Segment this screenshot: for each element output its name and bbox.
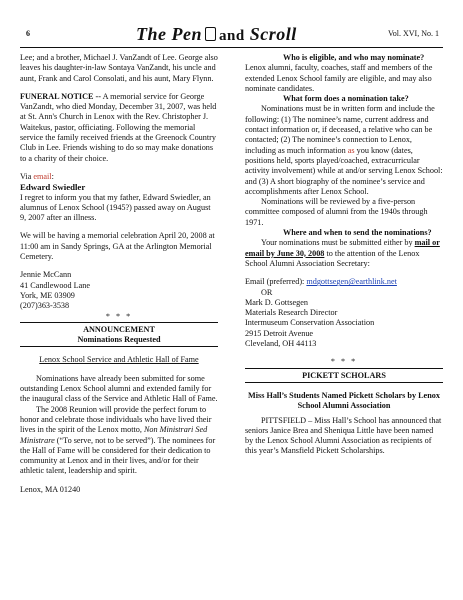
or-separator: OR <box>261 287 273 297</box>
pickett-article-title: Miss Hall’s Students Named Pickett Scholars by Lenox School Alumni Association <box>248 390 440 411</box>
committee-text: Nominations will be reviewed by a five-person committee composed of alumni from the 1940s through 1971. <box>245 197 428 227</box>
title-part-1: The Pen <box>136 24 202 44</box>
announcement-heading <box>20 322 218 348</box>
via-email-word: email <box>33 171 52 181</box>
funeral-notice-label: FUNERAL NOTICE -- <box>20 91 101 101</box>
eligibility-answer: Lenox alumni, faculty, coaches, staff and members of the extended Lenox School family are eligible, and may also nominate candidates. <box>245 63 433 93</box>
title-part-2: Scroll <box>249 24 297 44</box>
address-name: Jennie McCann <box>20 270 72 280</box>
via-prefix: Via <box>20 171 34 181</box>
via-suffix: : <box>51 171 54 181</box>
contact-name: Mark D. Gottsegen <box>245 297 308 307</box>
eligibility-paragraph <box>245 53 443 94</box>
swiedler-text: I regret to inform you that my father, Edward Swiedler, an alumnus of Lenox School (1945?) passed away on August 9, 2007 after an illness. <box>20 192 211 223</box>
address-street: 41 Candlewood Lane <box>20 280 91 290</box>
funeral-notice-text: A memorial service for George VanZandt, who died Monday, December 31, 2007, was held at St. Ann's Church in Lenox with the Rev. Christopher J. Waitekus, pastor, officiating. Following the memorial service the family received friends at the Greenock Country Club in Lee. Friends wishing to do so may make donations to a charity of their choice. <box>20 91 217 163</box>
contact-street: 2915 Detroit Avenue <box>245 328 314 338</box>
email-link[interactable]: mdgottsegen@earthlink.net <box>306 277 397 287</box>
email-line <box>245 277 443 287</box>
newsletter-title <box>136 24 297 45</box>
right-column <box>245 53 443 457</box>
volume-issue: Vol. XVI, No. 1 <box>388 29 439 38</box>
announcement-title: ANNOUNCEMENT <box>83 324 155 334</box>
contact-title: Materials Research Director <box>245 308 338 318</box>
page-number: 6 <box>26 29 30 38</box>
announcement-subtitle: Nominations Requested <box>77 335 161 345</box>
address-city: York, ME 03909 <box>20 290 75 300</box>
section-divider-stars-right: * * * <box>330 357 358 367</box>
form-question: What form does a nomination take? <box>283 94 409 104</box>
via-email-line <box>20 172 218 182</box>
where-when-question: Where and when to send the nominations? <box>283 228 432 238</box>
email-label: Email (preferred): <box>245 277 307 287</box>
section-divider-stars: * * * <box>105 311 133 321</box>
funeral-notice <box>20 92 218 164</box>
crest-icon <box>205 27 216 41</box>
nominations-p2-start: The 2008 Reunion will provide the perfect forum to honor and celebrate those individuals who have lived their lives in the spirit of the Lenox motto, <box>20 404 212 435</box>
form-answer-as: as <box>347 145 355 155</box>
nominations-paragraph-2 <box>20 405 218 477</box>
where-when-answer <box>245 238 443 269</box>
where-when-start: Your nominations must be submitted either by <box>261 238 415 248</box>
hall-of-fame-subhead: Lenox School Service and Athletic Hall of Fame <box>39 355 199 365</box>
address-phone: (207)363-3538 <box>20 301 70 311</box>
pickett-scholars-heading: PICKETT SCHOLARS <box>245 368 443 383</box>
nominations-paragraph-1: Nominations have already been submitted for some outstanding Lenox School alumni and extended family for the inaugural class of the Service and Athletic Hall of Fame. <box>20 373 218 404</box>
submission-deadline: mail or email by June 30, 2008 <box>245 238 440 258</box>
obituary-continued: Lee; and a brother, Michael J. VanZandt of Lee. George also leaves his daughter-in-law Sontaya VanZandt, his uncle and aunt, Frank and Carol Consolati, and his aunt, Mary Flynn. <box>20 53 218 83</box>
masthead <box>20 24 443 46</box>
contact-city: Cleveland, OH 44113 <box>245 339 317 349</box>
form-answer-start: Nominations must be in written form and include the following: (1) The nominee’s name, current address and contact information or, if deceased, a relative who can be contacted; (2) The nominee’s connection to Lenox, including as much information <box>245 104 435 155</box>
where-when-end: to the attention of the Lenox School Alumni Association Secretary: <box>245 248 420 268</box>
swiedler-name: Edward Swiedler <box>20 182 86 193</box>
nominations-p2-end: (“To serve, not to be served”). The nominees for the Hall of Fame will be considered for their dedication to community at Lenox and in their lives, and/or for their athletic talent, leadership and spirit. <box>20 435 216 476</box>
left-column <box>20 53 218 495</box>
masthead-rule <box>20 47 443 48</box>
form-answer-end: you know (dates, positions held, sports played/coached, extracurricular activity involvement) while at and/or serving Lenox School: and (3) A short biography of the nominee’s service and accomplishments after Lenox School. <box>245 145 443 196</box>
footer-city: Lenox, MA 01240 <box>20 484 81 494</box>
memorial-text: We will be having a memorial celebration April 20, 2008 at 11:00 am in Sandy Springs, GA at the Arlington Memorial Cemetery. <box>20 231 215 262</box>
pickett-article-text: PITTSFIELD – Miss Hall’s School has announced that seniors Janice Brea and Sheniqua Little have been named by the Lenox School Alumni Association as recipients of this year’s Mansfield Pickett Scholarships. <box>245 415 442 456</box>
form-answer <box>245 104 443 197</box>
eligibility-question: Who is eligible, and who may nominate? <box>283 53 425 62</box>
title-and: and <box>219 28 245 44</box>
contact-organization: Intermuseum Conservation Association <box>245 318 375 328</box>
lenox-motto: Non Ministrari Sed Ministrare <box>20 425 208 445</box>
